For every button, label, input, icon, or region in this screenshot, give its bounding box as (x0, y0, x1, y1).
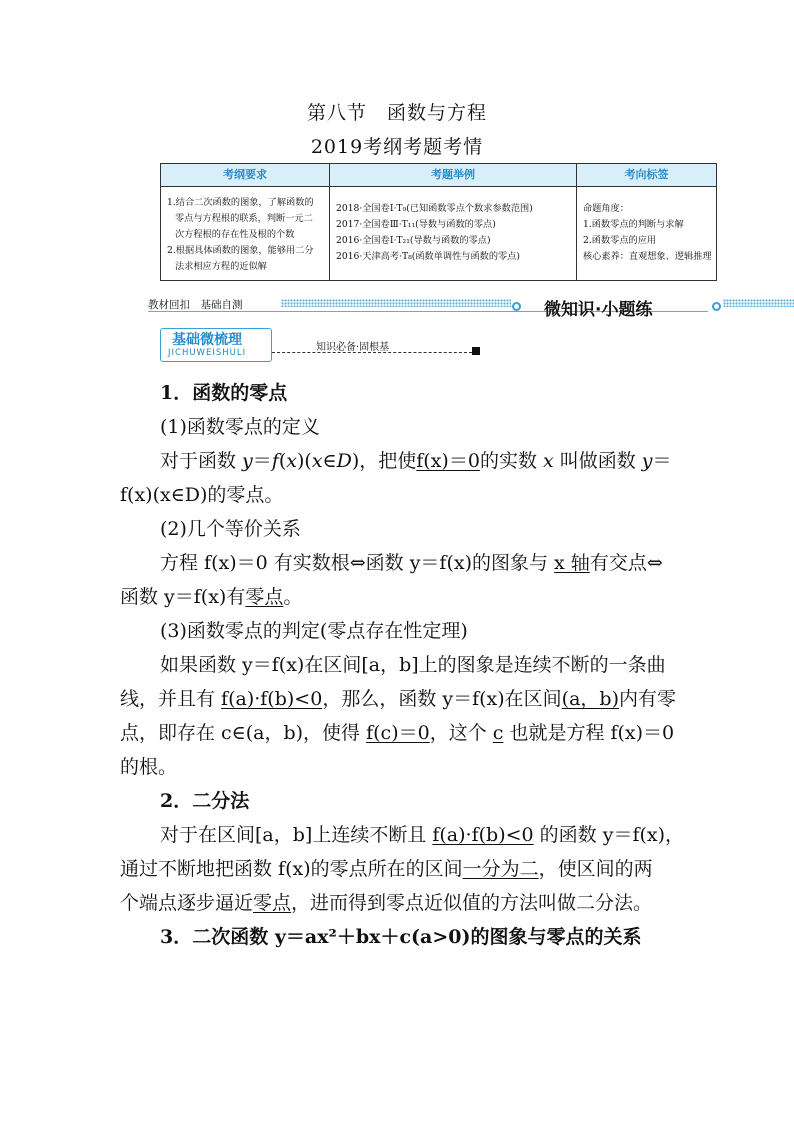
requirement-line: 法求相应方程的近似解 (175, 261, 267, 272)
requirements-cell (161, 187, 330, 281)
blank-answer: 零点 (245, 586, 284, 608)
paragraph-line: 对于在区间[a，b]上连续不断且 f(a)·f(b)<0 的函数 y＝f(x)， (160, 824, 685, 846)
section-banner (148, 295, 716, 319)
paragraph-line: 的根。 (120, 756, 178, 778)
example-line: 2016·全国卷Ⅰ·T₂₁(导数与函数的零点) (336, 235, 491, 246)
paragraph-line: f(x)(x∈D)的零点。 (120, 484, 284, 506)
tag-dashed-line (272, 352, 472, 353)
paragraph-line: 如果函数 y＝f(x)在区间[a，b]上的图象是连续不断的一条曲 (160, 654, 666, 676)
exam-outline-table (160, 163, 717, 281)
banner-circle-icon (712, 302, 721, 311)
paragraph-line: 点，即存在 c∈(a，b)，使得 f(c)＝0，这个 c 也就是方程 f(x)＝0 (120, 722, 675, 744)
heading-bisection: 2．二分法 (160, 790, 250, 812)
heading-quadratic: 3．二次函数 y＝ax²＋bx＋c(a>0)的图象与零点的关系 (160, 926, 642, 948)
banner-dots-right (723, 299, 794, 307)
header-requirements: 考纲要求 (161, 164, 330, 186)
section-tag (160, 328, 490, 362)
subheading-equivalence: (2)几个等价关系 (160, 518, 301, 540)
paragraph-line: 对于函数 y＝f(x)(x∈D)，把使f(x)＝0的实数 x 叫做函数 y＝ (160, 450, 672, 472)
paragraph-line: 函数 y＝f(x)有零点。 (120, 586, 303, 608)
examples-cell (330, 187, 577, 281)
tag-line: 核心素养：直观想象、逻辑推理 (583, 251, 712, 262)
paragraph-line: 线，并且有 f(a)·f(b)<0，那么，函数 y＝f(x)在区间(a，b)内有零 (120, 688, 677, 710)
tag-pinyin: JICHUWEISHULI (168, 348, 247, 358)
section-title: 第八节 函数与方程 (306, 102, 487, 124)
tag-line: 2.函数零点的应用 (583, 235, 657, 246)
tags-cell (577, 187, 716, 281)
banner-title: 微知识·小题练 (544, 300, 653, 320)
example-line: 2017·全国卷Ⅲ·T₁₁(导数与函数的零点) (336, 219, 496, 230)
requirement-line: 次方程根的存在性及根的个数 (175, 229, 295, 240)
blank-answer: f(a)·f(b)<0 (221, 688, 323, 710)
square-icon (472, 347, 480, 355)
tag-chinese: 基础微梳理 (172, 332, 242, 348)
tag-subtitle: 知识必备·固根基 (316, 342, 390, 353)
requirement-line: 2.根据具体函数的图象，能够用二分 (167, 245, 314, 256)
banner-dots-left (281, 299, 511, 307)
example-line: 2016·天津高考·T₈(函数单调性与函数的零点) (336, 251, 521, 262)
blank-answer: c (492, 722, 504, 744)
tag-line: 1.函数零点的判断与求解 (583, 219, 684, 230)
section-subtitle: 2019考纲考题考情 (310, 136, 484, 158)
table-header-row (161, 164, 716, 187)
heading-zero-point: 1．函数的零点 (160, 382, 288, 404)
blank-answer: 零点 (253, 892, 292, 914)
paragraph-line: 个端点逐步逼近零点，进而得到零点近似值的方法叫做二分法。 (120, 892, 653, 914)
example-line: 2018·全国卷Ⅰ·T₉(已知函数零点个数求参数范围) (336, 203, 533, 214)
table-body-row (161, 187, 716, 281)
header-examples: 考题举例 (330, 164, 577, 186)
banner-left-text: 教材回扣 基础自测 (148, 299, 243, 311)
blank-answer: f(a)·f(b)<0 (432, 824, 534, 846)
requirement-line: 1.结合二次函数的图象，了解函数的 (167, 197, 314, 208)
blank-answer: f(x)＝0 (416, 450, 480, 472)
subheading-definition: (1)函数零点的定义 (160, 416, 320, 438)
paragraph-line: 通过不断地把函数 f(x)的零点所在的区间一分为二，使区间的两 (120, 858, 653, 880)
blank-answer: 一分为二 (462, 858, 539, 880)
blank-answer: x 轴 (554, 552, 590, 574)
tag-line: 命题角度： (583, 203, 629, 214)
banner-circle-icon (512, 302, 521, 311)
blank-answer: f(c)＝0 (366, 722, 430, 744)
header-tags: 考向标签 (624, 168, 669, 181)
paragraph-line: 方程 f(x)＝0 有实数根⇔函数 y＝f(x)的图象与 x 轴有交点⇔ (160, 552, 663, 574)
blank-answer: (a，b) (561, 688, 619, 710)
requirement-line: 零点与方程根的联系，判断一元二 (175, 213, 313, 224)
subheading-theorem: (3)函数零点的判定(零点存在性定理) (160, 620, 468, 642)
